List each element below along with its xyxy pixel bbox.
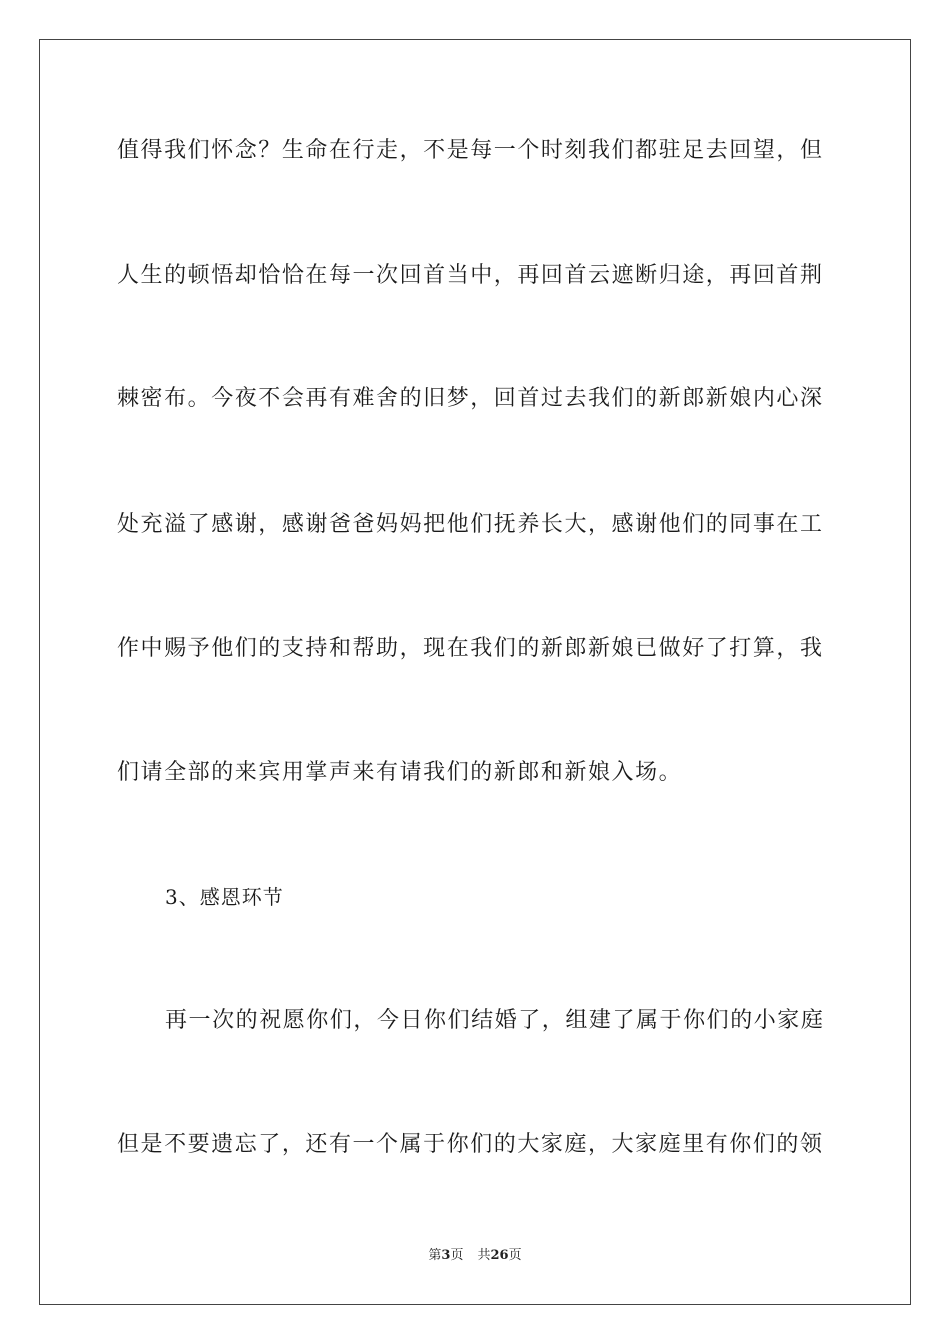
section-line-2: 但是不要遗忘了，还有一个属于你们的大家庭，大家庭里有你们的领 [117, 1132, 824, 1157]
footer-page-number: 3 [441, 1248, 451, 1263]
body-line-5: 作中赐予他们的支持和帮助，现在我们的新郎新娘已做好了打算，我 [117, 636, 824, 661]
body-line-6: 们请全部的来宾用掌声来有请我们的新郎和新娘入场。 [117, 760, 683, 785]
body-line-2: 人生的顿悟却恰恰在每一次回首当中，再回首云遮断归途，再回首荆 [117, 263, 824, 288]
body-line-3: 棘密布。今夜不会再有难舍的旧梦，回首过去我们的新郎新娘内心深 [117, 386, 824, 411]
body-line-4: 处充溢了感谢，感谢爸爸妈妈把他们抚养长大，感谢他们的同事在工 [117, 512, 824, 537]
body-line-1: 值得我们怀念？生命在行走，不是每一个时刻我们都驻足去回望，但 [117, 138, 824, 163]
footer-page-suffix: 页 [450, 1248, 464, 1263]
section-heading: 3、感恩环节 [165, 885, 284, 909]
footer-total-suffix: 页 [508, 1248, 522, 1263]
footer-total-prefix: 共 [477, 1248, 491, 1263]
footer-total-pages: 26 [490, 1248, 509, 1263]
section-line-1: 再一次的祝愿你们，今日你们结婚了，组建了属于你们的小家庭 [165, 1008, 825, 1033]
page-border [39, 39, 911, 1305]
footer-page-prefix: 第 [428, 1248, 442, 1263]
page-footer [0, 1246, 950, 1266]
